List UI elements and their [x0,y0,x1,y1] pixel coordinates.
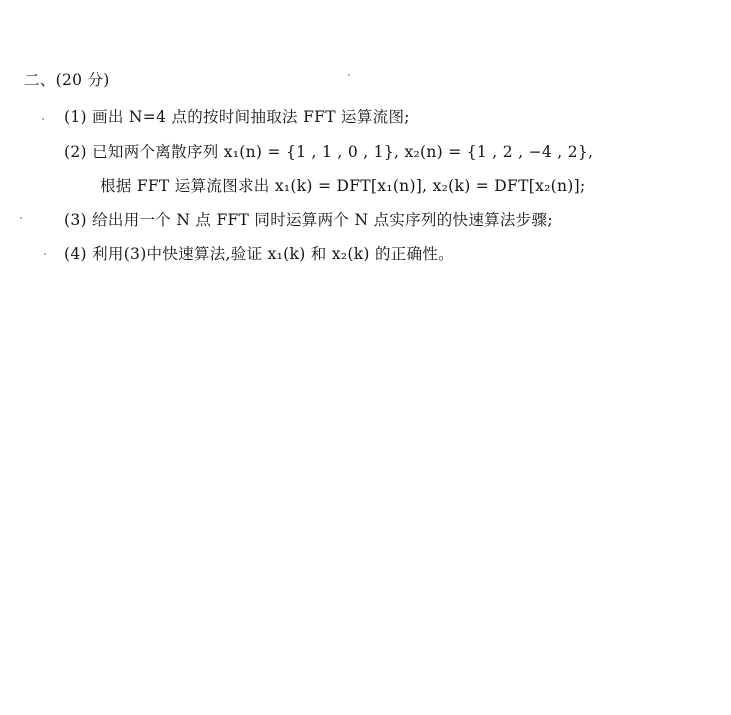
question-2-text: 已知两个离散序列 x₁(n) = {1 , 1 , 0 , 1}, x₂(n) = {1 , 2 , −4 , 2}, [92,143,594,161]
question-1-text: 画出 N=4 点的按时间抽取法 FFT 运算流图; [92,108,410,126]
question-4 [64,244,454,264]
section-heading [24,70,110,90]
scan-speck [42,118,44,120]
question-1-number: (1) [64,108,87,126]
question-2-number: (2) [64,143,87,161]
question-2-continuation-text: 根据 FFT 运算流图求出 x₁(k) = DFT[x₁(n)], x₂(k) = DFT[x₂(n)]; [100,177,586,195]
question-1 [64,107,410,127]
question-3-text: 给出用一个 N 点 FFT 同时运算两个 N 点实序列的快速算法步骤; [92,211,553,229]
scan-speck [348,74,350,76]
question-4-number: (4) [64,245,87,263]
scan-speck [44,253,46,255]
question-3-number: (3) [64,211,87,229]
question-2-continuation [100,176,585,196]
section-heading-text: 二、(20 分) [24,71,110,89]
question-3 [64,210,553,230]
scan-speck [20,217,22,219]
question-2 [64,142,593,162]
question-4-text: 利用(3)中快速算法,验证 x₁(k) 和 x₂(k) 的正确性。 [92,245,454,263]
